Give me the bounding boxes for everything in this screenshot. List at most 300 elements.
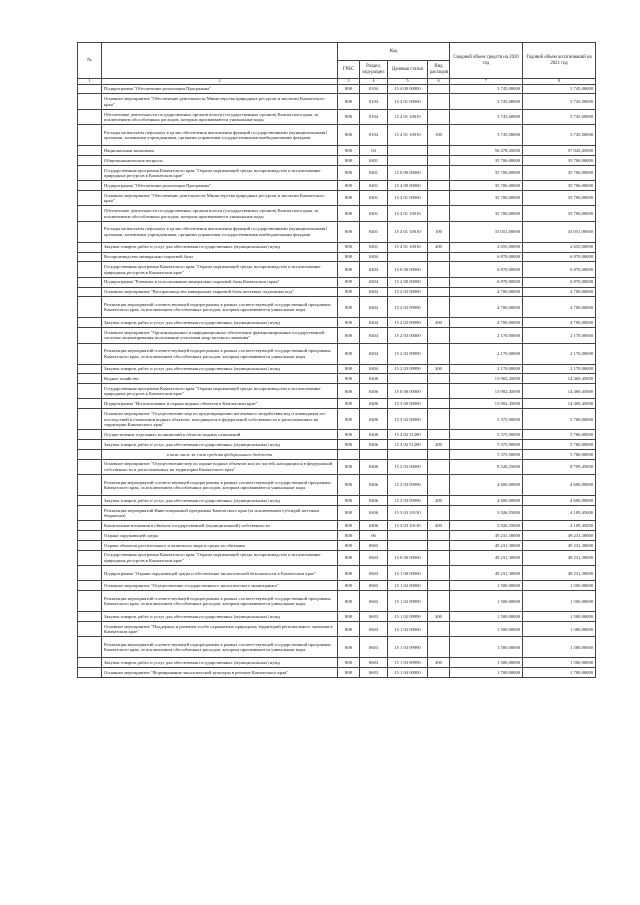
cell-grbs: 808 <box>338 459 360 474</box>
table-row <box>78 430 596 440</box>
cell-name: Реализация мероприятий соответствующей подпрограммы в рамках соответствующей государственной программы Камчатского края, за исключением обособленных расходов, которым присваиваются уникальные коды <box>102 591 338 612</box>
cell-a: 1 500,00000 <box>450 581 523 591</box>
cell-grbs: 808 <box>338 84 360 94</box>
table-row <box>78 328 596 343</box>
cell-no <box>78 550 102 565</box>
cell-grbs: 808 <box>338 221 360 242</box>
cell-a: 35 706,00000 <box>450 155 523 165</box>
cell-b: 5 760,00000 <box>523 449 596 459</box>
cell-no <box>78 384 102 399</box>
cell-rz: 0603 <box>360 637 388 658</box>
cell-no <box>78 531 102 541</box>
cell-vr <box>428 540 450 550</box>
cell-csr: 15 2 02 09990 <box>388 297 428 318</box>
cell-b: 4 109,45000 <box>523 505 596 520</box>
cell-rz: 0603 <box>360 612 388 622</box>
cell-grbs: 808 <box>338 165 360 180</box>
cell-grbs: 808 <box>338 374 360 384</box>
cell-no <box>78 146 102 156</box>
cell-grbs: 808 <box>338 440 360 450</box>
cell-b: 35 706,00000 <box>523 190 596 205</box>
cell-grbs: 808 <box>338 622 360 637</box>
cell-csr: 15 0 00 00000 <box>388 384 428 399</box>
table-row <box>78 242 596 252</box>
table-row <box>78 449 596 459</box>
cell-csr: 15 3 03 10130 <box>388 521 428 531</box>
cell-no <box>78 242 102 252</box>
cell-name: Реализация мероприятий Инвестиционной программы Камчатского края (за исключением субсидий местным бюджетам) <box>102 505 338 520</box>
cell-grbs: 808 <box>338 581 360 591</box>
header-2021: Годовой объем ассигнований на 2021 год <box>523 43 596 79</box>
table-row <box>78 94 596 109</box>
table-row <box>78 637 596 658</box>
cell-a: 2 655,00000 <box>450 242 523 252</box>
table-row <box>78 399 596 409</box>
cell-a: 1 500,00000 <box>450 622 523 637</box>
cell-b: 4 700,00000 <box>523 318 596 328</box>
cell-grbs: 808 <box>338 399 360 409</box>
cell-b: 1 500,00000 <box>523 658 596 668</box>
cell-a: 4 600,00000 <box>450 496 523 506</box>
cell-a: 8 526,55000 <box>450 459 523 474</box>
cell-vr <box>428 374 450 384</box>
cell-name: Государственная программа Камчатского края "Охрана окружающей среды, воспроизводство и использование природных ресурсов в Камчатском крае" <box>102 384 338 399</box>
cell-no <box>78 84 102 94</box>
cell-rz: 0404 <box>360 287 388 297</box>
cell-grbs: 808 <box>338 343 360 364</box>
cell-no <box>78 668 102 678</box>
cell-b: 35 706,00000 <box>523 206 596 221</box>
cell-b: 6 870,00000 <box>523 277 596 287</box>
cell-name: Охрана объектов растительного и животного мира и среды их обитания <box>102 540 338 550</box>
cell-rz: 0406 <box>360 384 388 399</box>
cell-name: Подпрограмма "Развитие и использование минерально-сырьевой базы Камчатского края" <box>102 277 338 287</box>
budget-table <box>77 42 596 678</box>
header-code-group: Код <box>338 43 450 61</box>
cell-a: 4 600,00000 <box>450 475 523 496</box>
cell-no <box>78 277 102 287</box>
cell-grbs: 808 <box>338 591 360 612</box>
table-row <box>78 591 596 612</box>
cell-no <box>78 591 102 612</box>
cell-grbs: 808 <box>338 505 360 520</box>
table-row <box>78 146 596 156</box>
cell-csr <box>388 540 428 550</box>
cell-grbs: 808 <box>338 658 360 668</box>
table-row <box>78 125 596 146</box>
cell-b: 1 700,00000 <box>523 668 596 678</box>
cell-vr <box>428 591 450 612</box>
cell-b: 49 231,30000 <box>523 540 596 550</box>
cell-grbs: 808 <box>338 146 360 156</box>
cell-no <box>78 221 102 242</box>
cell-b: 2 170,00000 <box>523 364 596 374</box>
index-cell: 3 <box>338 79 360 85</box>
cell-csr: 15 1 03 09990 <box>388 637 428 658</box>
cell-name: Воспроизводство минерально-сырьевой базы <box>102 252 338 262</box>
cell-name: Расходы на выплаты персоналу в целях обеспечения выполнения функций государственными (муниципальными) органами, казенными учреждениями, органами управления государственными внебюджетными фондами <box>102 125 338 146</box>
cell-csr: 15 2 03 00000 <box>388 328 428 343</box>
table-row <box>78 581 596 591</box>
cell-a: 1 700,00000 <box>450 668 523 678</box>
cell-name: Основное мероприятие "Осуществление государственного экологического мониторинга" <box>102 581 338 591</box>
cell-grbs: 808 <box>338 475 360 496</box>
cell-a: 4 700,00000 <box>450 297 523 318</box>
cell-b: 2 170,00000 <box>523 328 596 343</box>
table-row <box>78 459 596 474</box>
cell-no <box>78 581 102 591</box>
cell-no <box>78 165 102 180</box>
index-cell: 7 <box>450 79 523 85</box>
cell-no <box>78 658 102 668</box>
cell-rz: 0603 <box>360 668 388 678</box>
cell-no <box>78 328 102 343</box>
cell-grbs: 808 <box>338 540 360 550</box>
cell-rz: 0603 <box>360 658 388 668</box>
cell-vr <box>428 328 450 343</box>
cell-rz: 0406 <box>360 409 388 430</box>
cell-b: 1 500,00000 <box>523 612 596 622</box>
cell-name: Закупка товаров, работ и услуг для обеспечения государственных (муниципальных) нужд <box>102 440 338 450</box>
cell-name: Закупка товаров, работ и услуг для обеспечения государственных (муниципальных) нужд <box>102 496 338 506</box>
cell-b: 5 760,00000 <box>523 409 596 430</box>
cell-a: 5 375,90000 <box>450 449 523 459</box>
cell-rz: 0603 <box>360 540 388 550</box>
cell-name: Общеэкономические вопросы <box>102 155 338 165</box>
cell-vr <box>428 206 450 221</box>
table-row <box>78 496 596 506</box>
cell-no <box>78 409 102 430</box>
cell-grbs: 808 <box>338 297 360 318</box>
cell-a: 13 902,45000 <box>450 384 523 399</box>
index-cell: 5 <box>388 79 428 85</box>
cell-csr: 15 4 01 10010 <box>388 242 428 252</box>
table-row <box>78 364 596 374</box>
cell-a: 4 700,00000 <box>450 287 523 297</box>
cell-rz: 0401 <box>360 242 388 252</box>
cell-csr <box>388 374 428 384</box>
cell-rz: 0406 <box>360 496 388 506</box>
cell-name: Реализация мероприятий соответствующей подпрограммы в рамках соответствующей государственной программы Камчатского края, за исключением обособленных расходов, которым присваиваются уникальные коды <box>102 637 338 658</box>
table-row <box>78 277 596 287</box>
cell-csr <box>388 531 428 541</box>
cell-no <box>78 566 102 581</box>
cell-name: Основное мероприятие "Организационное и информационное обеспечение функционирования государственной системы лицензирования пользования участками недр местного значения" <box>102 328 338 343</box>
cell-vr <box>428 181 450 191</box>
cell-no <box>78 343 102 364</box>
cell-vr <box>428 622 450 637</box>
table-body <box>78 84 596 677</box>
cell-name: Основное мероприятие "Поддержка и развитие особо охраняемых природных территорий регионального значения в Камчатском крае" <box>102 622 338 637</box>
cell-rz: 0104 <box>360 109 388 124</box>
cell-grbs: 808 <box>338 94 360 109</box>
cell-csr: 15 3 03 00000 <box>388 459 428 474</box>
cell-name: Государственная программа Камчатского края "Охрана окружающей среды, воспроизводство и использование природных ресурсов в Камчатском крае" <box>102 165 338 180</box>
cell-grbs: 808 <box>338 364 360 374</box>
cell-rz: 0603 <box>360 566 388 581</box>
cell-grbs: 808 <box>338 318 360 328</box>
table-row <box>78 221 596 242</box>
cell-vr <box>428 297 450 318</box>
cell-csr: 15 1 00 00000 <box>388 566 428 581</box>
cell-name: Закупка товаров, работ и услуг для обеспечения государственных (муниципальных) нужд <box>102 364 338 374</box>
cell-csr: 15 2 00 00000 <box>388 277 428 287</box>
cell-no <box>78 496 102 506</box>
cell-rz: 0406 <box>360 399 388 409</box>
cell-rz: 0406 <box>360 374 388 384</box>
cell-csr: 15 4 01 10010 <box>388 109 428 124</box>
cell-a: 3 926,55000 <box>450 521 523 531</box>
cell-grbs: 808 <box>338 409 360 430</box>
cell-name: Закупка товаров, работ и услуг для обеспечения государственных (муниципальных) нужд <box>102 242 338 252</box>
cell-no <box>78 364 102 374</box>
cell-name: Подпрограмма "Обеспечение реализации Программы" <box>102 181 338 191</box>
table-row <box>78 84 596 94</box>
table-row <box>78 668 596 678</box>
cell-rz: 0401 <box>360 165 388 180</box>
cell-csr: 15 2 02 09990 <box>388 318 428 328</box>
cell-a: 3 926,55000 <box>450 505 523 520</box>
cell-b: 4 109,45000 <box>523 521 596 531</box>
cell-vr <box>428 190 450 205</box>
cell-csr <box>388 252 428 262</box>
cell-name: Основное мероприятие "Формирование экологической культуры в регионе Камчатского края" <box>102 668 338 678</box>
cell-grbs: 808 <box>338 206 360 221</box>
table-row <box>78 566 596 581</box>
cell-csr: 15 2 03 09990 <box>388 343 428 364</box>
cell-rz: 0406 <box>360 521 388 531</box>
cell-no <box>78 475 102 496</box>
table-row <box>78 165 596 180</box>
cell-name: Подпрограмма "Обеспечение реализации Программы" <box>102 84 338 94</box>
cell-csr <box>388 449 428 459</box>
cell-vr: 200 <box>428 318 450 328</box>
cell-a: 5 375,90000 <box>450 430 523 440</box>
cell-vr: 200 <box>428 496 450 506</box>
cell-a: 1 500,00000 <box>450 612 523 622</box>
cell-b: 35 706,00000 <box>523 165 596 180</box>
cell-b: 3 745,00000 <box>523 109 596 124</box>
cell-a: 3 745,00000 <box>450 84 523 94</box>
cell-b: 3 745,00000 <box>523 84 596 94</box>
cell-grbs: 808 <box>338 125 360 146</box>
cell-rz: 0401 <box>360 221 388 242</box>
cell-no <box>78 399 102 409</box>
cell-csr: 15 0 00 00000 <box>388 262 428 277</box>
cell-csr: 15 2 02 00000 <box>388 287 428 297</box>
cell-no <box>78 297 102 318</box>
cell-rz: 0603 <box>360 591 388 612</box>
cell-b: 5 760,00000 <box>523 430 596 440</box>
cell-b: 2 170,00000 <box>523 343 596 364</box>
cell-vr <box>428 668 450 678</box>
cell-b: 3 745,00000 <box>523 125 596 146</box>
cell-no <box>78 540 102 550</box>
table-row <box>78 521 596 531</box>
cell-b: 6 870,00000 <box>523 252 596 262</box>
cell-a: 35 706,00000 <box>450 190 523 205</box>
cell-csr: 15 1 02 00000 <box>388 581 428 591</box>
header-2020: Сводный объем средств на 2020 год <box>450 43 523 79</box>
cell-rz: 0104 <box>360 125 388 146</box>
cell-grbs: 808 <box>338 262 360 277</box>
cell-rz: 0404 <box>360 343 388 364</box>
cell-vr: 400 <box>428 521 450 531</box>
cell-rz: 0603 <box>360 581 388 591</box>
cell-a: 13 902,45000 <box>450 399 523 409</box>
cell-grbs: 808 <box>338 242 360 252</box>
cell-rz: 0104 <box>360 94 388 109</box>
cell-grbs: 808 <box>338 181 360 191</box>
cell-name: Подпрограмма "Использование и охрана водных объектов в Камчатском крае" <box>102 399 338 409</box>
cell-b: 49 231,30000 <box>523 566 596 581</box>
cell-rz: 0603 <box>360 550 388 565</box>
header-vr: Вид расходов <box>428 61 450 79</box>
cell-vr <box>428 637 450 658</box>
cell-rz: 0406 <box>360 459 388 474</box>
table-row <box>78 658 596 668</box>
cell-grbs: 808 <box>338 496 360 506</box>
table-row <box>78 343 596 364</box>
cell-rz: 04 <box>360 146 388 156</box>
cell-csr: 15 3 03 10130 <box>388 505 428 520</box>
cell-a: 1 500,00000 <box>450 658 523 668</box>
cell-rz <box>360 449 388 459</box>
cell-csr: 15 3 03 09990 <box>388 496 428 506</box>
table-row <box>78 440 596 450</box>
header-razdel: Раздел, под-раздел <box>360 61 388 79</box>
cell-no <box>78 459 102 474</box>
cell-rz: 0401 <box>360 181 388 191</box>
cell-csr: 15 1 02 09990 <box>388 612 428 622</box>
cell-csr: 15 3 00 00000 <box>388 399 428 409</box>
cell-no <box>78 521 102 531</box>
table-row <box>78 531 596 541</box>
cell-rz: 0404 <box>360 328 388 343</box>
cell-rz: 0404 <box>360 364 388 374</box>
cell-csr: 15 4 00 00000 <box>388 181 428 191</box>
cell-no <box>78 318 102 328</box>
cell-grbs: 808 <box>338 328 360 343</box>
cell-csr: 15 4 01 10010 <box>388 125 428 146</box>
cell-rz: 0406 <box>360 505 388 520</box>
cell-vr: 200 <box>428 440 450 450</box>
cell-b: 4 700,00000 <box>523 297 596 318</box>
table-row <box>78 612 596 622</box>
cell-no <box>78 637 102 658</box>
table-row <box>78 155 596 165</box>
cell-csr: 15 3 02 00000 <box>388 409 428 430</box>
cell-name: в том числе за счет средств федерального бюджета <box>102 449 338 459</box>
cell-name: Государственная программа Камчатского края "Охрана окружающей среды, воспроизводство и использование природных ресурсов в Камчатском крае" <box>102 550 338 565</box>
table-row <box>78 622 596 637</box>
header-grbs: ГРБС <box>338 61 360 79</box>
cell-name: Национальная экономика <box>102 146 338 156</box>
cell-no <box>78 252 102 262</box>
cell-name: Обеспечение деятельности государственных органов власти (государственных органов) Камчатского края, за исключением обособленных расходов, которым присваиваются уникальные коды <box>102 109 338 124</box>
cell-b: 14 469,45000 <box>523 399 596 409</box>
cell-rz: 0404 <box>360 252 388 262</box>
cell-rz: 0404 <box>360 262 388 277</box>
cell-a: 1 500,00000 <box>450 591 523 612</box>
cell-no <box>78 155 102 165</box>
cell-name: Закупка товаров, работ и услуг для обеспечения государственных (муниципальных) нужд <box>102 612 338 622</box>
cell-csr: 15 1 04 00000 <box>388 668 428 678</box>
cell-a: 49 231,30000 <box>450 550 523 565</box>
cell-a: 49 231,30000 <box>450 566 523 581</box>
cell-b: 35 706,00000 <box>523 181 596 191</box>
table-row <box>78 287 596 297</box>
cell-grbs: 808 <box>338 190 360 205</box>
cell-vr: 200 <box>428 242 450 252</box>
cell-a: 2 170,00000 <box>450 328 523 343</box>
cell-a: 3 745,00000 <box>450 94 523 109</box>
cell-no <box>78 287 102 297</box>
cell-vr <box>428 459 450 474</box>
cell-vr <box>428 384 450 399</box>
cell-no <box>78 190 102 205</box>
cell-vr <box>428 165 450 180</box>
cell-name: Реализация мероприятий соответствующей подпрограммы в рамках соответствующей государственной программы Камчатского края, за исключением обособленных расходов, которым присваиваются уникальные коды <box>102 475 338 496</box>
cell-rz: 0603 <box>360 622 388 637</box>
cell-vr: 200 <box>428 364 450 374</box>
cell-name: Государственная программа Камчатского края "Охрана окружающей среды, воспроизводство и использование природных ресурсов в Камчатском крае" <box>102 262 338 277</box>
cell-vr <box>428 399 450 409</box>
cell-a: 49 231,30000 <box>450 540 523 550</box>
cell-a: 13 902,45000 <box>450 374 523 384</box>
cell-vr <box>428 277 450 287</box>
cell-rz: 0401 <box>360 155 388 165</box>
cell-no <box>78 622 102 637</box>
cell-grbs: 808 <box>338 252 360 262</box>
cell-b: 5 760,00000 <box>523 440 596 450</box>
table-row <box>78 409 596 430</box>
cell-name: Капитальные вложения в объекты государственной (муниципальной) собственности <box>102 521 338 531</box>
cell-no <box>78 440 102 450</box>
cell-name: Основное мероприятие "Обеспечение деятельности Министерства природных ресурсов и экологии Камчатского края" <box>102 190 338 205</box>
cell-vr <box>428 409 450 430</box>
cell-name: Реализация мероприятий соответствующей подпрограммы в рамках соответствующей государственной программы Камчатского края, за исключением обособленных расходов, которым присваиваются уникальные коды <box>102 297 338 318</box>
cell-b: 57 045,45000 <box>523 146 596 156</box>
cell-b: 33 051,00000 <box>523 221 596 242</box>
cell-rz: 0401 <box>360 206 388 221</box>
cell-csr: 15 4 01 10010 <box>388 206 428 221</box>
table-row <box>78 540 596 550</box>
cell-csr <box>388 146 428 156</box>
table-row <box>78 109 596 124</box>
cell-vr <box>428 566 450 581</box>
cell-a: 35 706,00000 <box>450 165 523 180</box>
cell-vr: 100 <box>428 125 450 146</box>
cell-no <box>78 181 102 191</box>
cell-grbs: 808 <box>338 612 360 622</box>
cell-name: Основное мероприятие "Осуществление мер по охране водных объектов или их частей, находящихся в федеральной собственности и расположенных на территории Камчатского края" <box>102 459 338 474</box>
cell-b: 4 600,00000 <box>523 496 596 506</box>
cell-name: Водное хозяйство <box>102 374 338 384</box>
cell-no <box>78 125 102 146</box>
cell-grbs <box>338 449 360 459</box>
cell-rz: 0404 <box>360 277 388 287</box>
cell-rz: 0406 <box>360 430 388 440</box>
cell-vr <box>428 84 450 94</box>
cell-no <box>78 505 102 520</box>
table-row <box>78 505 596 520</box>
cell-name: Охрана окружающей среды <box>102 531 338 541</box>
cell-csr: 15 2 03 09990 <box>388 364 428 374</box>
index-cell: 8 <box>523 79 596 85</box>
cell-b: 49 231,30000 <box>523 550 596 565</box>
cell-vr <box>428 287 450 297</box>
